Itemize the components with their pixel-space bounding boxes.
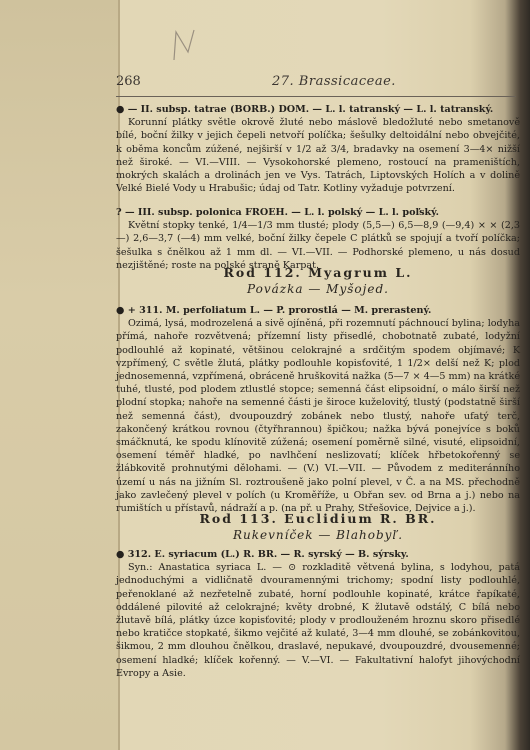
genus-heading-euclidium [116, 511, 520, 542]
genus-title: Rod 112. Myagrum L. [223, 265, 413, 280]
genus-heading-myagrum [116, 265, 520, 296]
entry-body: Syn.: Anastatica syriaca L. — ⊙ rozkladitě větvená bylina, s lodyhou, patá jednoduchými a vidličnatě dvouramennými trichomy; spodní listy podlouhlé, peřenoklané až nezřetelně zubaté, horní podlouhle kopinaté, krátce řapíkaté, oddálené pilovité až celokrajné; květy drobné, K žlutavě odstálý, C bílá nebo žlutavě bílá, plátky úzce kopisťovité; plody v prodlouženém hroznu skoro přisedlé nebo kratičce stopkaté, šikmo vejčité až kulaté, 3—4 mm dlouhé, se zobánkovitou, šikmou, 2 mm dlouhou čnělkou, draslavé, nepukavé, dvoupouzdré, dvousemenné; osemení hladké; klíček kořenný. — V.—VI. — Fakultativní halofyt jihovýchodní Evropy a Asie. [116, 562, 520, 679]
entry-body: Ozimá, lysá, modrozelená a sivě ojíněná, při rozemnutí páchnoucí bylina; lodyha přímá, nahoře rozvětvená; přízemní listy přisedlé, chobotnatě zubaté, lodyžní podlouhlé až kopinaté, většinou celokrajné a srdčitým spodem objímavé; K vzpřímený, C světle žlutá, plátky podlouhle kopisťovité, 1 1/2× delší než K; plod jednosemenná, vzpřímená, obráceně hruškovitá nažka (5—7 × 4—5 mm) na krátké tuhé, tlusté, pod plodem ztlustlé stopce; semenná část elipsoidní, o málo širší než plodní stopka; nahoře na semenné části je široce kuželovitý, tlustý (podstatně širší než semenná část), dvoupouzdrý zobánek nebo tlustý, nahoře ufatý terč, zakončený krátkou rovnou (čtyřhrannou) špičkou; nažka bývá ponejvíce s boků smáčknutá, ke spodu klínovitě zúžená; osemení poměrně silné, visuté, elipsoidní, osemení téměř hladké, po navlhčení neslizovatí; klíček hřbetokořenný se žlábkovitě prohnutými dělohami. — (V.) VI.—VII. — Původem z mediteránního území u nás na jižním Sl. roztroušeně jako polní plevel, v Č. a na MS. přechodně jako zavlečený plevel v polích (u Kroměříže, u Obřan sev. od Brna a j.) nebo na rumištích u přístavů, nádraží a p. (na př. u Prahy, Střešovice, Dejvice a j.). [116, 318, 520, 515]
entry-heading: ● — II. subsp. tatrae (BORB.) DOM. — L. l. tatranský — L. l. tatranský. [116, 104, 494, 115]
entry-heading: ? — III. subsp. polonica FROEH. — L. l. polský — L. l. poľský. [116, 207, 439, 218]
entry-euclidium-syriacum [116, 548, 520, 680]
header-rule [116, 96, 516, 97]
page-gutter [0, 0, 120, 750]
genus-vernacular: Povázka — Myšojed. [247, 282, 389, 296]
running-head: 27. Brassicaceae. [272, 74, 396, 89]
entry-subsp-tatrae [116, 103, 520, 195]
pencil-mark-icon [168, 24, 208, 64]
entry-heading: ● + 311. M. perfoliatum L. — P. prorostlá — M. prerastený. [116, 305, 432, 316]
page-number: 268 [116, 74, 141, 89]
entry-subsp-polonica [116, 206, 520, 272]
entry-myagrum-perfoliatum [116, 304, 520, 515]
page-header [116, 74, 516, 96]
genus-vernacular: Rukevníček — Blahobyľ. [232, 528, 404, 542]
genus-title: Rod 113. Euclidium R. BR. [199, 511, 437, 526]
entry-heading: ● 312. E. syriacum (L.) R. BR. — R. syrský — B. sýrsky. [116, 549, 409, 560]
entry-body: Květní stopky tenké, 1/4—1/3 mm tlusté; plody (5,5—) 6,5—8,9 (—9,4) × × (2,3—) 2,6—3,7 (—4) mm velké, boční žilky čepele C plátků se spojují a tvoří políčka; šešulka s čnělkou až 1 mm dl. — VI.—VII. — Podhorské plemeno, u nás dosud nezjištěné; roste na polské straně Karpat. [116, 220, 520, 271]
entry-body: Korunní plátky světle okrově žluté nebo máslově bledožluté nebo smetanově bílé, boční žilky v jejich čepeli netvoří políčka; šešulky deltoidální nebo obvejčité, k oběma koncům zúžené, nejširší v 1/2 až 3/4, bradavky na osemení 3—4× nižší než široké. — VI.—VIII. — Vysokohorské plemeno, rostoucí na prameništích, mokrých skalách a drolinách jen ve Vys. Tatrách, Liptovských Holích a v dolině Velké Bielé Vody u Hrabušic; údaj od Tatr. Kotliny vyžaduje potvrzení. [116, 117, 520, 195]
